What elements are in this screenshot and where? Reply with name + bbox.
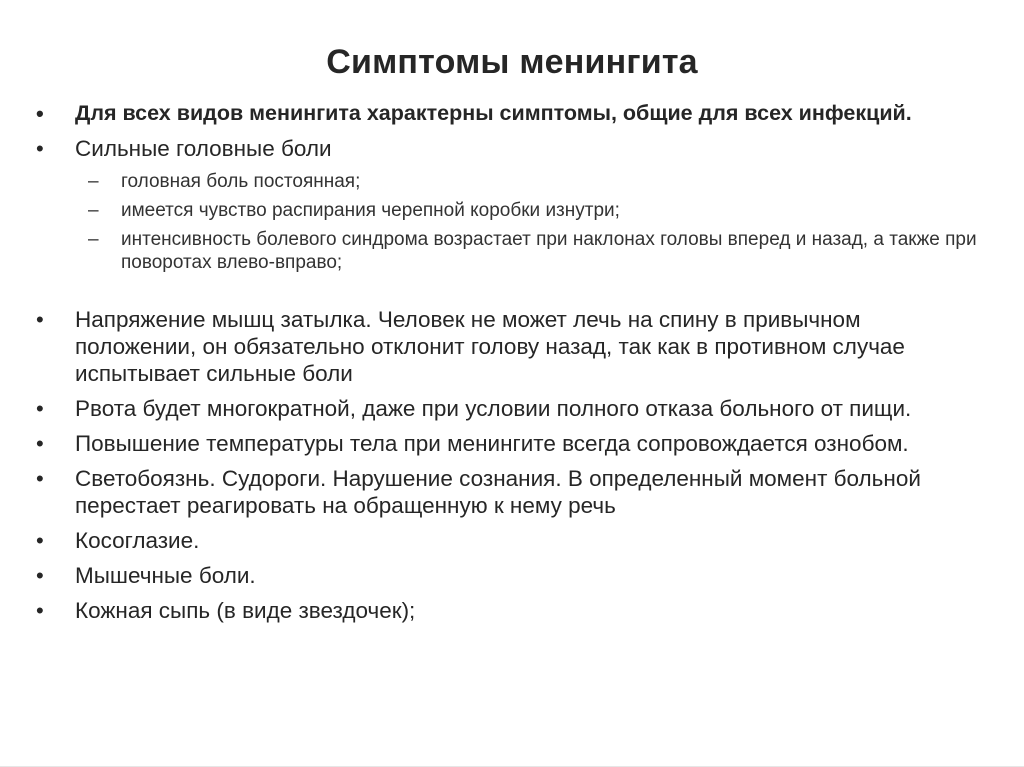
bullet-item-rash: [0, 597, 1024, 624]
bullet-item-vomiting: [0, 395, 1024, 422]
dash-marker: –: [88, 171, 99, 192]
bullet-item-fever: [0, 430, 1024, 457]
sub-item: [0, 170, 1024, 193]
bullet-item-strabismus: [0, 527, 1024, 554]
bullet-marker: •: [36, 101, 44, 126]
sub-item-text: имеется чувство распирания черепной коробки изнутри;: [121, 200, 620, 221]
bullet-list: [0, 100, 1024, 632]
sub-item: [0, 228, 1024, 274]
bullet-marker: •: [36, 431, 44, 456]
bullet-item-general: [0, 100, 1024, 127]
bullet-text: Светобоязнь. Судороги. Нарушение сознания. В определенный момент больной перестает реагировать на обращенную к нему речь: [75, 466, 921, 518]
spacer: [0, 280, 1024, 306]
bullet-marker: •: [36, 396, 44, 421]
bullet-text: Рвота будет многократной, даже при условии полного отказа больного от пищи.: [75, 396, 912, 421]
bullet-text: Косоглазие.: [75, 528, 200, 553]
bullet-text: Напряжение мышц затылка. Человек не может лечь на спину в привычном положении, он обязательно отклонит голову назад, так как в противном случае испытывает сильные боли: [75, 307, 905, 386]
bullet-item-photophobia: [0, 465, 1024, 519]
bullet-marker: •: [36, 466, 44, 491]
slide-title: Симптомы менингита: [326, 43, 698, 81]
bullet-marker: •: [36, 598, 44, 623]
bullet-text: Для всех видов менингита характерны симптомы, общие для всех инфекций.: [75, 101, 912, 125]
bullet-text: Мышечные боли.: [75, 563, 256, 588]
bullet-text: Повышение температуры тела при менингите всегда сопровождается ознобом.: [75, 431, 909, 456]
bullet-text: Сильные головные боли: [75, 136, 332, 161]
sub-item: [0, 199, 1024, 222]
bullet-marker: •: [36, 528, 44, 553]
sub-item-text: интенсивность болевого синдрома возрастает при наклонах головы вперед и назад, а также при поворотах влево-вправо;: [121, 229, 977, 273]
bullet-marker: •: [36, 136, 44, 161]
bullet-marker: •: [36, 307, 44, 332]
bullet-item-neck: [0, 306, 1024, 387]
bullet-marker: •: [36, 563, 44, 588]
dash-marker: –: [88, 200, 99, 221]
bullet-item-muscle-pain: [0, 562, 1024, 589]
bullet-item-headache: [0, 135, 1024, 162]
dash-marker: –: [88, 229, 99, 250]
bullet-text: Кожная сыпь (в виде звездочек);: [75, 598, 416, 623]
sub-item-text: головная боль постоянная;: [121, 171, 361, 192]
